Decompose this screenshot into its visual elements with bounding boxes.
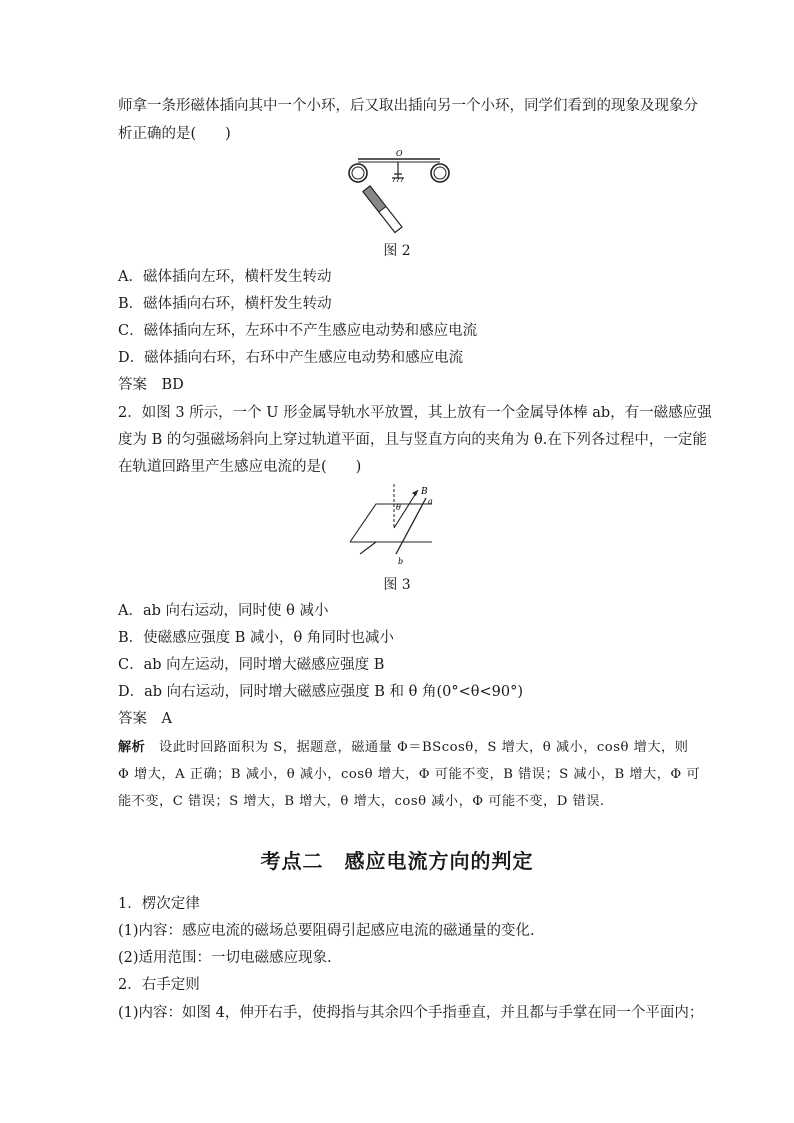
q2-option-c: C．ab 向左运动，同时增大磁感应强度 B (118, 657, 385, 673)
q2-option-a: A．ab 向右运动，同时使 θ 减小 (118, 603, 329, 619)
q2-analysis-line-3: 能不变，C 错误；S 增大，B 增大，θ 增大，cosθ 减小，Φ 可能不变，D 错误. (118, 794, 605, 809)
q1-option-d: D．磁体插向右环，右环中产生感应电动势和感应电流 (118, 350, 464, 366)
q2-option-b: B．使磁感应强度 B 减小，θ 角同时也减小 (118, 630, 394, 646)
section-title: 考点二 感应电流方向的判定 (260, 849, 534, 873)
label-b-end: b (398, 557, 404, 566)
figure-2-caption: 图 2 (383, 243, 411, 259)
section-item-3: (2)适用范围：一切电磁感应现象. (118, 950, 332, 966)
q1-stem-line-1: 师拿一条形磁体插向其中一个小环，后又取出插向另一个小环，同学们看到的现象及现象分 (118, 98, 698, 114)
figure-3-u-rail (346, 484, 446, 566)
q1-answer: 答案 BD (118, 377, 184, 393)
section-item-1: 1．楞次定律 (118, 896, 200, 912)
analysis-label: 解析 (118, 740, 146, 755)
figure-3-caption: 图 3 (383, 577, 411, 593)
q1-option-c: C．磁体插向左环，左环中不产生感应电动势和感应电流 (118, 323, 478, 339)
section-item-5: (1)内容：如图 4，伸开右手，使拇指与其余四个手指垂直，并且都与手掌在同一个平面内； (118, 1005, 704, 1021)
q1-option-a: A．磁体插向左环，横杆发生转动 (118, 269, 332, 285)
figure-2-balance-rings (340, 148, 460, 234)
field-b-arrowhead (412, 490, 418, 496)
bar-magnet (363, 186, 402, 233)
q2-analysis-line-1 (118, 738, 689, 758)
section-item-2: (1)内容：感应电流的磁场总要阻碍引起感应电流的磁通量的变化. (118, 923, 535, 939)
q1-option-b: B．磁体插向右环，横杆发生转动 (118, 296, 332, 312)
q2-stem-line-3: 在轨道回路里产生感应电流的是( ) (118, 459, 362, 475)
section-item-4: 2．右手定则 (118, 977, 200, 993)
q2-analysis-line-2: Φ 增大，A 正确；B 减小，θ 减小，cosθ 增大，Φ 可能不变，B 错误；S 减小，B 增大，Φ 可 (118, 767, 701, 782)
q2-answer: 答案 A (118, 711, 172, 727)
q2-stem-line-1: 2．如图 3 所示，一个 U 形金属导轨水平放置，其上放有一个金属导体棒 ab，有一磁感应强 (118, 405, 712, 421)
analysis-text-1: 设此时回路面积为 S，据题意，磁通量 Φ＝BScosθ，S 增大，θ 减小，cosθ 增大，则 (145, 740, 689, 755)
q2-stem-line-2: 度为 B 的匀强磁场斜向上穿过轨道平面，且与竖直方向的夹角为 θ.在下列各过程中，一定能 (118, 432, 707, 448)
q1-stem-line-2: 析正确的是( ) (118, 126, 231, 142)
label-b-field: B (421, 487, 428, 497)
label-o: O (396, 149, 403, 158)
label-theta: θ (396, 503, 401, 512)
q2-option-d: D．ab 向右运动，同时增大磁感应强度 B 和 θ 角(0°<θ<90°) (118, 684, 524, 700)
label-a: a (428, 497, 433, 506)
